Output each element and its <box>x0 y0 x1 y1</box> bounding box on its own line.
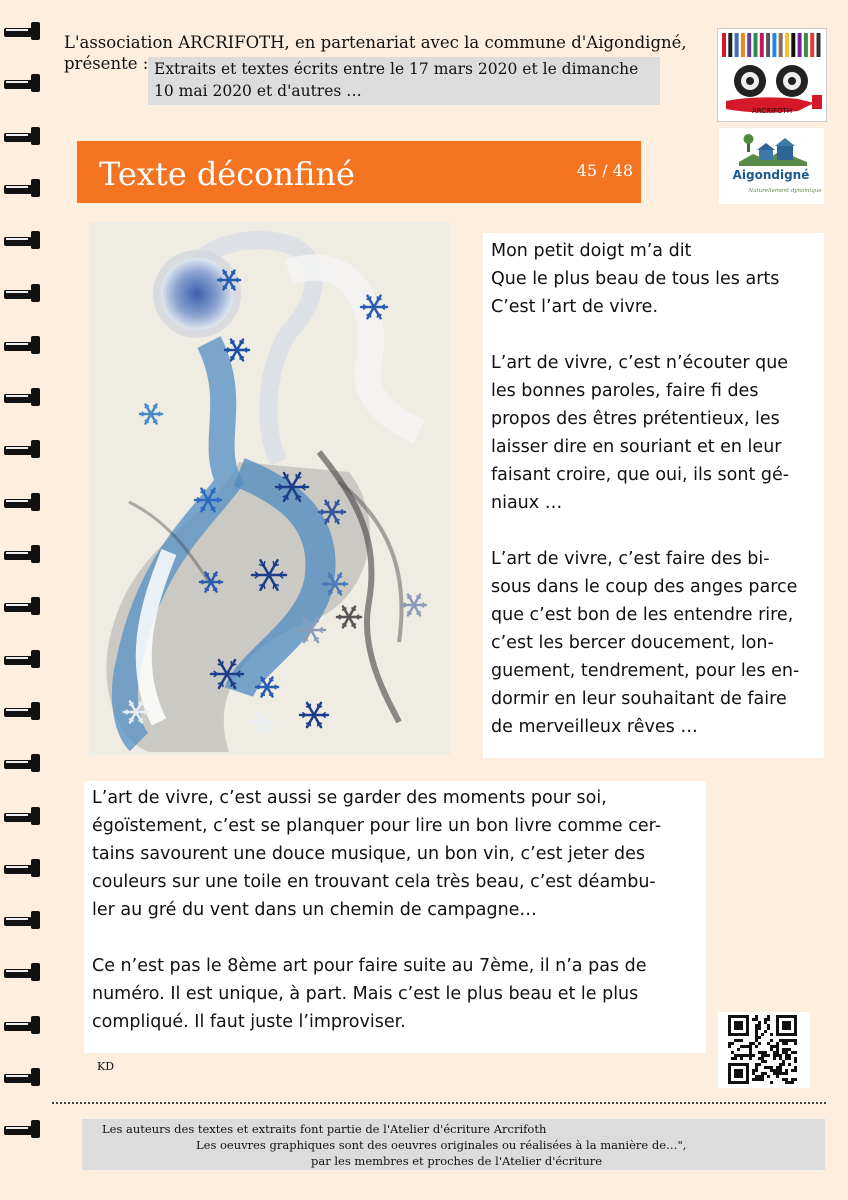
poem-line: couleurs sur une toile en trouvant cela très beau, c’est déambu- <box>92 872 656 892</box>
binding-ring <box>4 911 50 929</box>
dotted-separator <box>52 1102 826 1104</box>
poem-line: ler au gré du vent dans un chemin de campagne… <box>92 900 537 920</box>
poem-line: propos des êtres prétentieux, les <box>491 409 780 429</box>
poem-line: de merveilleux rêves … <box>491 717 698 737</box>
binding-ring <box>4 388 50 406</box>
watercolor-illustration <box>89 222 450 755</box>
binding-ring <box>4 493 50 511</box>
qr-code <box>718 1012 810 1088</box>
binding-ring <box>4 859 50 877</box>
binding-ring <box>4 650 50 668</box>
footer-box <box>82 1119 825 1170</box>
poem-line: tains savourent une douce musique, un bon vin, c’est jeter des <box>92 844 646 864</box>
binding-ring <box>4 440 50 458</box>
poem-line: que c’est bon de les entendre rire, <box>491 605 794 625</box>
binding-ring <box>4 545 50 563</box>
footer-line-3: par les membres et proches de l'Atelier d'écriture <box>311 1154 603 1168</box>
page-title: Texte déconfiné <box>99 155 355 193</box>
page-number: 45 / 48 <box>576 161 633 180</box>
arcrifoth-logo <box>717 28 827 122</box>
binding-ring <box>4 1068 50 1086</box>
spiral-binding <box>0 0 52 1200</box>
stanza-4 <box>92 784 698 924</box>
intro-presente: présente : <box>64 54 149 73</box>
footer-line-1: Les auteurs des textes et extraits font partie de l'Atelier d'écriture Arcrifoth <box>102 1122 547 1136</box>
footer-line-2: Les oeuvres graphiques sont des oeuvres originales ou réalisées à la manière de…", <box>196 1138 687 1152</box>
intro-line: L'association ARCRIFOTH, en partenariat avec la commune d'Aigondigné, <box>64 33 687 52</box>
binding-ring <box>4 963 50 981</box>
aigondigne-logo <box>719 128 824 204</box>
arcrifoth-logo-text: ARCRIFOTH <box>751 107 793 115</box>
binding-ring <box>4 231 50 249</box>
poem-line: L’art de vivre, c’est faire des bi- <box>491 549 770 569</box>
poem-line: les bonnes paroles, faire fi des <box>491 381 759 401</box>
poem-line: faisant croire, que oui, ils sont gé- <box>491 465 790 485</box>
binding-ring <box>4 702 50 720</box>
author-initials: KD <box>97 1060 115 1073</box>
aigondigne-name: Aigondigné <box>732 168 810 182</box>
poem-line: guement, tendrement, pour les en- <box>491 661 800 681</box>
poem-line: Mon petit doigt m’a dit <box>491 241 692 261</box>
title-banner <box>77 141 641 203</box>
poem-right-column <box>483 233 824 758</box>
poem-line: C’est l’art de vivre. <box>491 297 659 317</box>
stanza-3 <box>491 545 816 741</box>
stanza-5 <box>92 952 698 1036</box>
poem-line: égoïstement, c’est se planquer pour lire un bon livre comme cer- <box>92 816 662 836</box>
binding-ring <box>4 22 50 40</box>
binding-ring <box>4 74 50 92</box>
poem-line: numéro. Il est unique, à part. Mais c’est le plus beau et le plus <box>92 984 639 1004</box>
binding-ring <box>4 1016 50 1034</box>
poem-line: L’art de vivre, c’est n’écouter que <box>491 353 789 373</box>
poem-line: c’est les bercer doucement, lon- <box>491 633 774 653</box>
poem-line: Ce n’est pas le 8ème art pour faire suite au 7ème, il n’a pas de <box>92 956 647 976</box>
binding-ring <box>4 127 50 145</box>
poem-line: compliqué. Il faut juste l’improviser. <box>92 1012 406 1032</box>
poem-line: niaux … <box>491 493 563 513</box>
poem-bottom-block <box>84 781 706 1053</box>
subtitle-box: Extraits et textes écrits entre le 17 mars 2020 et le dimanche 10 mai 2020 et d'autres … <box>148 57 660 105</box>
binding-ring <box>4 336 50 354</box>
poem-line: L’art de vivre, c’est aussi se garder des moments pour soi, <box>92 788 607 808</box>
binding-ring <box>4 754 50 772</box>
binding-ring <box>4 284 50 302</box>
binding-ring <box>4 1120 50 1138</box>
stanza-1 <box>491 237 816 321</box>
binding-ring <box>4 807 50 825</box>
poem-line: laisser dire en souriant et en leur <box>491 437 782 457</box>
poem-line: dormir en leur souhaitant de faire <box>491 689 787 709</box>
stanza-2 <box>491 349 816 517</box>
binding-ring <box>4 179 50 197</box>
binding-ring <box>4 597 50 615</box>
poem-line: sous dans le coup des anges parce <box>491 577 798 597</box>
aigondigne-tagline: Naturellement dynamique <box>748 188 822 194</box>
poem-line: Que le plus beau de tous les arts <box>491 269 780 289</box>
